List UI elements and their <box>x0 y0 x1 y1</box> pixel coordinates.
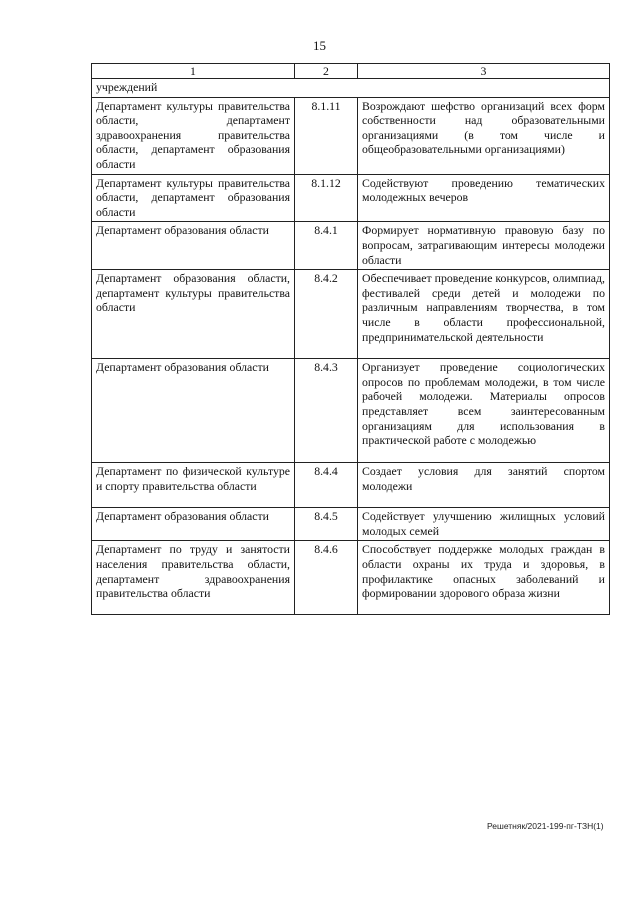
department-cell: Департамент образования области <box>92 508 295 541</box>
continuation-text: учреждений <box>92 79 610 98</box>
table-row <box>92 270 610 359</box>
department-cell: Департамент образования области <box>92 222 295 270</box>
description-cell: Организует проведение социологических опросов по проблемам молодежи, в том числе рабочей молодежи. Материалы опросов представляет всем заинтересованным организациям для использования в практической работе с молодежью <box>358 359 610 463</box>
item-code-cell: 8.4.1 <box>295 222 358 270</box>
description-cell: Способствует поддержке молодых граждан в области охраны их труда и здоровья, в профилактике опасных заболеваний и формировании здорового образа жизни <box>358 541 610 615</box>
table-row <box>92 541 610 615</box>
item-code-cell: 8.4.2 <box>295 270 358 359</box>
measures-table <box>91 63 610 615</box>
table-row <box>92 174 610 222</box>
table-row <box>92 97 610 174</box>
table-row <box>92 463 610 508</box>
description-cell: Возрождают шефство организаций всех форм собственности над образовательными организациями (в том числе и общеобразовательными организациями) <box>358 97 610 174</box>
department-cell: Департамент по физической культуре и спорту правительства области <box>92 463 295 508</box>
department-cell: Департамент образования области, департамент культуры правительства области <box>92 270 295 359</box>
column-header-1: 1 <box>92 64 295 79</box>
description-cell: Содействуют проведению тематических молодежных вечеров <box>358 174 610 222</box>
item-code-cell: 8.4.5 <box>295 508 358 541</box>
column-header-3: 3 <box>358 64 610 79</box>
description-cell: Формирует нормативную правовую базу по вопросам, затрагивающим интересы молодежи области <box>358 222 610 270</box>
table-header-row <box>92 64 610 79</box>
description-cell: Обеспечивает проведение конкурсов, олимпиад, фестивалей среди детей и молодежи по различным направлениям творчества, в том числе в области профессиональной, предпринимательской деятельности <box>358 270 610 359</box>
description-cell: Содействует улучшению жилищных условий молодых семей <box>358 508 610 541</box>
column-header-2: 2 <box>295 64 358 79</box>
item-code-cell: 8.4.3 <box>295 359 358 463</box>
table-row <box>92 222 610 270</box>
department-cell: Департамент культуры правительства области, департамент образования области <box>92 174 295 222</box>
page-number: 15 <box>313 38 326 53</box>
continuation-row <box>92 79 610 98</box>
document-registration-stamp: Решетняк/2021-199-пг-ТЗН(1) <box>487 821 604 831</box>
department-cell: Департамент по труду и занятости населения правительства области, департамент здравоохранения правительства области <box>92 541 295 615</box>
department-cell: Департамент образования области <box>92 359 295 463</box>
description-cell: Создает условия для занятий спортом молодежи <box>358 463 610 508</box>
table-row <box>92 359 610 463</box>
item-code-cell: 8.1.11 <box>295 97 358 174</box>
table-row <box>92 508 610 541</box>
item-code-cell: 8.4.4 <box>295 463 358 508</box>
department-cell: Департамент культуры правительства области, департамент здравоохранения правительства области, департамент образования области <box>92 97 295 174</box>
item-code-cell: 8.4.6 <box>295 541 358 615</box>
item-code-cell: 8.1.12 <box>295 174 358 222</box>
